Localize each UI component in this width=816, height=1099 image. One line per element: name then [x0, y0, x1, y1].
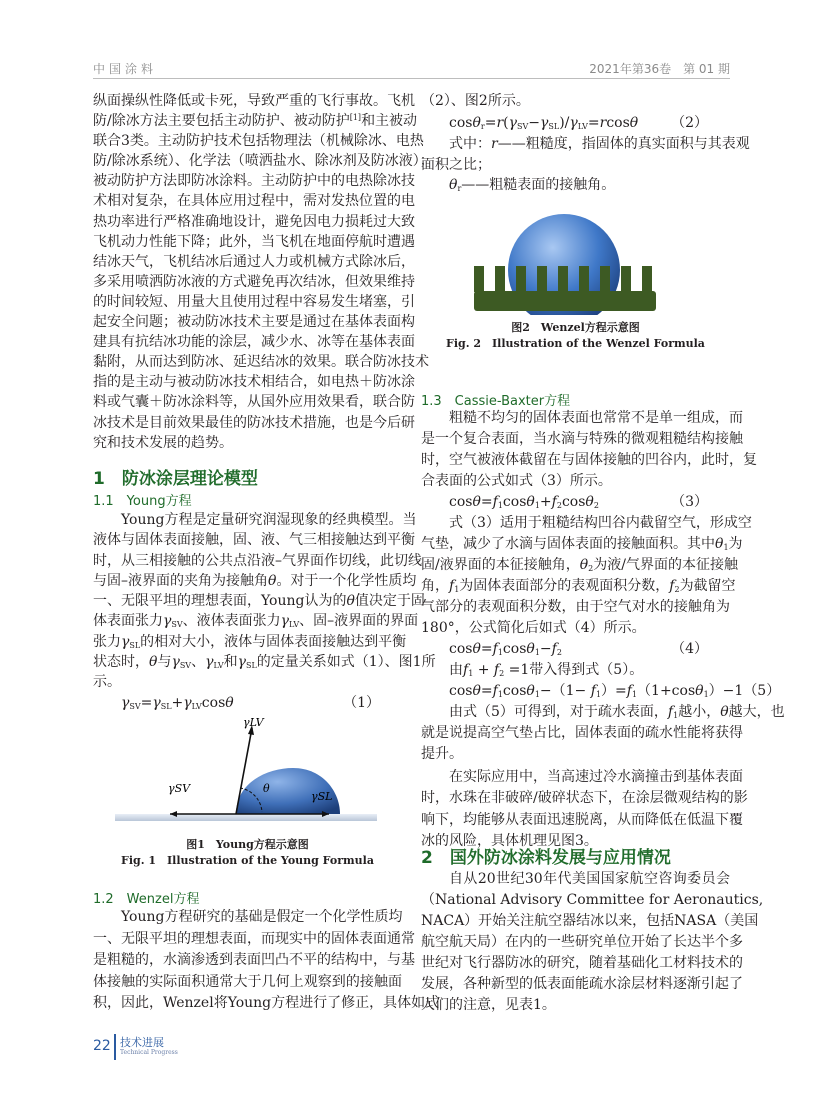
formula-2	[421, 113, 730, 134]
text-line: 是一个复合表面，当水滴与特殊的微观粗糙结构接触	[421, 431, 743, 447]
text-line: 的时间较短、用量大且使用过程中容易发生堵塞，引	[93, 293, 415, 310]
formula-line	[421, 639, 730, 660]
text-line: 一、无限平坦的理想表面，Young认为的θ值决定于固	[93, 593, 425, 610]
text-line: 式中：r——粗糙度，指固体的真实面积与其表观	[449, 136, 750, 152]
formula-number: （3）	[671, 494, 708, 510]
paragraph-intro	[93, 91, 434, 453]
text-line: 防/除冰系统）、化学法（喷洒盐水、除冰剂及防冰液）；	[93, 153, 434, 170]
text-line: 与固–液界面的夹角为接触角θ。对于一个化学性质均	[93, 572, 417, 589]
subsection-heading-1-2: 1.2 Wenzel方程	[93, 892, 200, 907]
text-line: 冰技术是目前效果最佳的防冰技术措施，也是今后研	[93, 414, 415, 431]
paragraph-cassie-2	[421, 513, 752, 639]
text-line: 气部分的表观面积分数，由于空气对水的接触角为	[421, 599, 730, 615]
text-line: 黏附，从而达到防冰、延迟结冰的效果。联合防冰技术	[93, 354, 429, 371]
figure-1-caption-en: Fig. 1 Illustration of the Young Formula	[121, 854, 374, 867]
text-line: 面积之比；	[421, 157, 491, 173]
text-line: 纵面操纵性降低或卡死，导致严重的飞行事故。飞机	[93, 93, 415, 109]
text-line: 响下，均能够从表面迅速脱离，从而降低在低温下覆	[421, 811, 743, 828]
footer-divider	[114, 1034, 116, 1060]
text-line: NACA）开始关注航空器结冰以来，包括NASA（美国	[421, 913, 759, 929]
paragraph-cassie-5	[421, 767, 748, 852]
journal-name: 中国涂料	[93, 62, 158, 76]
text-line: 液体与固体表面接触，固、液、气三相接触达到平衡	[93, 532, 415, 549]
text-line: $\theta_r——$粗糙表面的接触角。	[449, 177, 616, 193]
text-line: 防/除冰方法主要包括主动防护、被动防护[1]和主被动	[93, 113, 418, 130]
label-gamma-sl: γSL	[311, 790, 333, 803]
subsection-heading-1-3: 1.3 Cassie-Baxter方程	[421, 394, 571, 409]
label-gamma-lv: γLV	[243, 716, 264, 729]
footer-section-en: Technical Progress	[120, 1049, 178, 1056]
formula-expression: $\gamma_{SV}=\gamma_{SL}+\gamma_{LV}\cos\theta$	[121, 695, 234, 711]
formula-expression: $\cos\theta_r=r(\gamma_{SV}-\gamma_{SL})/\gamma_{LV}=rcos\theta$	[449, 115, 639, 131]
text-line: 一、无限平坦的理想表面，而现实中的固体表面通常	[93, 930, 415, 947]
paragraph-roughness	[421, 134, 750, 176]
substrate-base	[474, 291, 656, 311]
solid-surface	[115, 814, 377, 821]
text-line: 热功率进行严格准确地设计，避免因电力损耗过大致	[93, 213, 415, 230]
text-line: 是粗糙的，水滴渗透到表面凹凸不平的结构中，与基	[93, 952, 415, 969]
paragraph-theta-r	[421, 175, 730, 196]
text-line: 冰的风险，具体机理见图3。	[421, 832, 598, 849]
text-line: 航空航天局）在内的一些研究单位开始了长达半个多	[421, 934, 743, 950]
footer-section: 技术进展	[120, 1036, 164, 1049]
formula-line	[93, 693, 402, 714]
text-line: 体表面张力$\gamma_{SV}$、液体表面张力$\gamma_{LV}$、固–液界面的界面	[93, 613, 419, 630]
formula-number: （2）	[671, 115, 708, 131]
figure-1-young-diagram	[93, 712, 402, 827]
text-line: 多采用喷洒防冰液的方式避免再次结冰，但效果维持	[93, 273, 415, 290]
formula-line	[421, 492, 730, 513]
text-line: 飞机动力性能下降；此外，当飞机在地面停航时遭遇	[93, 233, 415, 250]
text-line: 人们的注意，见表1。	[421, 997, 556, 1013]
paragraph-cassie-1	[421, 408, 757, 492]
text-line: 在实际应用中，当高速过冷水滴撞击到基体表面	[449, 769, 743, 785]
text-line: 张力$\gamma_{SL}$的相对大小，液体与固体表面接触达到平衡	[93, 633, 407, 650]
text-line: 术相对复杂，在具体应用过程中，需对发热位置的电	[93, 193, 415, 210]
text-line: 时，水珠在非破碎/破碎状态下，在涂层微观结构的影	[421, 790, 748, 807]
formula-line	[421, 681, 781, 702]
text-line: Young方程是定量研究润湿现象的经典模型。当	[121, 512, 417, 528]
section-heading-2: 2 国外防冰涂料发展与应用情况	[421, 848, 671, 868]
text-line: 状态时，θ与$\gamma_{SV}$、$\gamma_{LV}$和$\gamma_{SL}$的定量关系如式（1）、图1所	[93, 654, 436, 671]
text-line: 180°，公式简化后如式（4）所示。	[421, 620, 646, 636]
text-line: 体接触的实际面积通常大于几何上观察到的接触面	[93, 973, 402, 990]
text-line: 究和技术发展的趋势。	[93, 434, 233, 451]
formula-1	[93, 693, 402, 714]
text-line: 示。	[93, 674, 121, 691]
text-line: 起安全问题；被动防冰技术主要是通过在基体表面构	[93, 314, 415, 331]
text-line: 就是说提高空气垫占比，固体表面的疏水性能将获得	[421, 725, 743, 741]
text-line: 建具有抗结冰功能的涂层，减少水、冰等在基体表面	[93, 334, 415, 351]
left-column	[93, 0, 440, 1099]
formula-expression: $\cos\theta=f_1\cos\theta_1+f_2\cos\theta_2$	[449, 494, 599, 510]
formula-number: （4）	[671, 641, 708, 657]
paragraph-cassie-3	[421, 660, 730, 681]
text-line: 气垫，减少了水滴与固体表面的接触面积。其中$\theta_1$为	[421, 536, 743, 552]
text-line: 角，$f_1$为固体表面部分的表观面积分数，$f_2$为截留空	[421, 578, 736, 594]
page-number: 22	[93, 1038, 111, 1054]
text-line: （National Advisory Committee for Aeronautics,	[421, 892, 764, 908]
formula-4	[421, 639, 730, 660]
text-line: 料或气囊＋防冰涂料等，从国外应用效果看，联合防	[93, 394, 415, 411]
text-line: 由式（5）可得到，对于疏水表面，$f_1$越小，θ越大，也	[449, 704, 785, 720]
formula-number: （1）	[343, 695, 380, 711]
text-line: 合表面的公式如式（3）所示。	[421, 473, 612, 489]
paragraph-cassie-4	[421, 702, 785, 765]
formula-line	[421, 113, 730, 134]
text-line: 固/液界面的本征接触角，$\theta_2$为液/气界面的本征接触	[421, 557, 738, 573]
formula-expression: $\cos\theta=f_1\cos\theta_1-(1- f_1)=f_1(1+\cos\theta_1)-1$	[449, 683, 744, 699]
label-theta: θ	[263, 782, 270, 795]
issue-info: 2021年第36卷 第 01 期	[589, 62, 730, 76]
paragraph-wenzel	[93, 907, 440, 1015]
text-line: 结冰天气，飞机结冰后通过人力或机械方式除冰后，	[93, 253, 415, 270]
paragraph-continued	[421, 91, 730, 112]
figure-1-caption-cn: 图1 Young方程示意图	[186, 838, 309, 851]
text-line: 时，从三相接触的公共点沿液–气界面作切线，此切线	[93, 552, 422, 569]
paragraph-young	[93, 510, 436, 693]
text-line: 指的是主动与被动防冰技术相结合，如电热＋防冰涂	[93, 374, 415, 391]
label-gamma-sv: γSV	[168, 782, 191, 795]
formula-5	[421, 681, 781, 702]
text-line: 联合3类。主动防护技术包括物理法（机械除冰、电热	[93, 133, 424, 150]
formula-number: （5）	[743, 683, 781, 699]
text-line: 提升。	[421, 746, 463, 762]
text-line: 自从20世纪30年代美国国家航空咨询委员会	[449, 871, 730, 887]
text-line: 世纪对飞行器防冰的研究，随着基础化工材料技术的	[421, 955, 743, 971]
figure-2-wenzel-diagram	[421, 205, 730, 315]
paragraph-section-2	[421, 869, 764, 1016]
formula-3	[421, 492, 730, 513]
text-line: 被动防护方法即防冰涂料。主动防护中的电热除冰技	[93, 173, 415, 190]
text-line: 时，空气被液体截留在与固体接触的凹谷内，此时，复	[421, 452, 757, 468]
surface-pillars	[474, 266, 652, 292]
text-line: 式（3）适用于粗糙结构凹谷内截留空气，形成空	[449, 515, 752, 531]
text-line: 粗糙不均匀的固体表面也常常不是单一组成，而	[449, 410, 743, 426]
formula-expression: $\cos\theta=f_1\cos\theta_1-f_2$	[449, 641, 562, 657]
figure-2-caption-en: Fig. 2 Illustration of the Wenzel Formula	[446, 337, 705, 350]
section-heading-1: 1 防冰涂层理论模型	[93, 469, 258, 489]
subsection-heading-1-1: 1.1 Young方程	[93, 494, 192, 509]
figure-2-caption-cn: 图2 Wenzel方程示意图	[511, 321, 640, 334]
text-line: 由$f_1 + f_2 =1$带入得到式（5）。	[449, 662, 644, 678]
right-column	[421, 0, 785, 1099]
text-line: （2）、图2所示。	[421, 93, 530, 109]
text-line: Young方程研究的基础是假定一个化学性质均	[121, 909, 403, 925]
text-line: 积，因此，Wenzel将Young方程进行了修正，具体如式	[93, 995, 440, 1012]
text-line: 发展，各种新型的低表面能疏水涂层材料逐渐引起了	[421, 976, 743, 992]
